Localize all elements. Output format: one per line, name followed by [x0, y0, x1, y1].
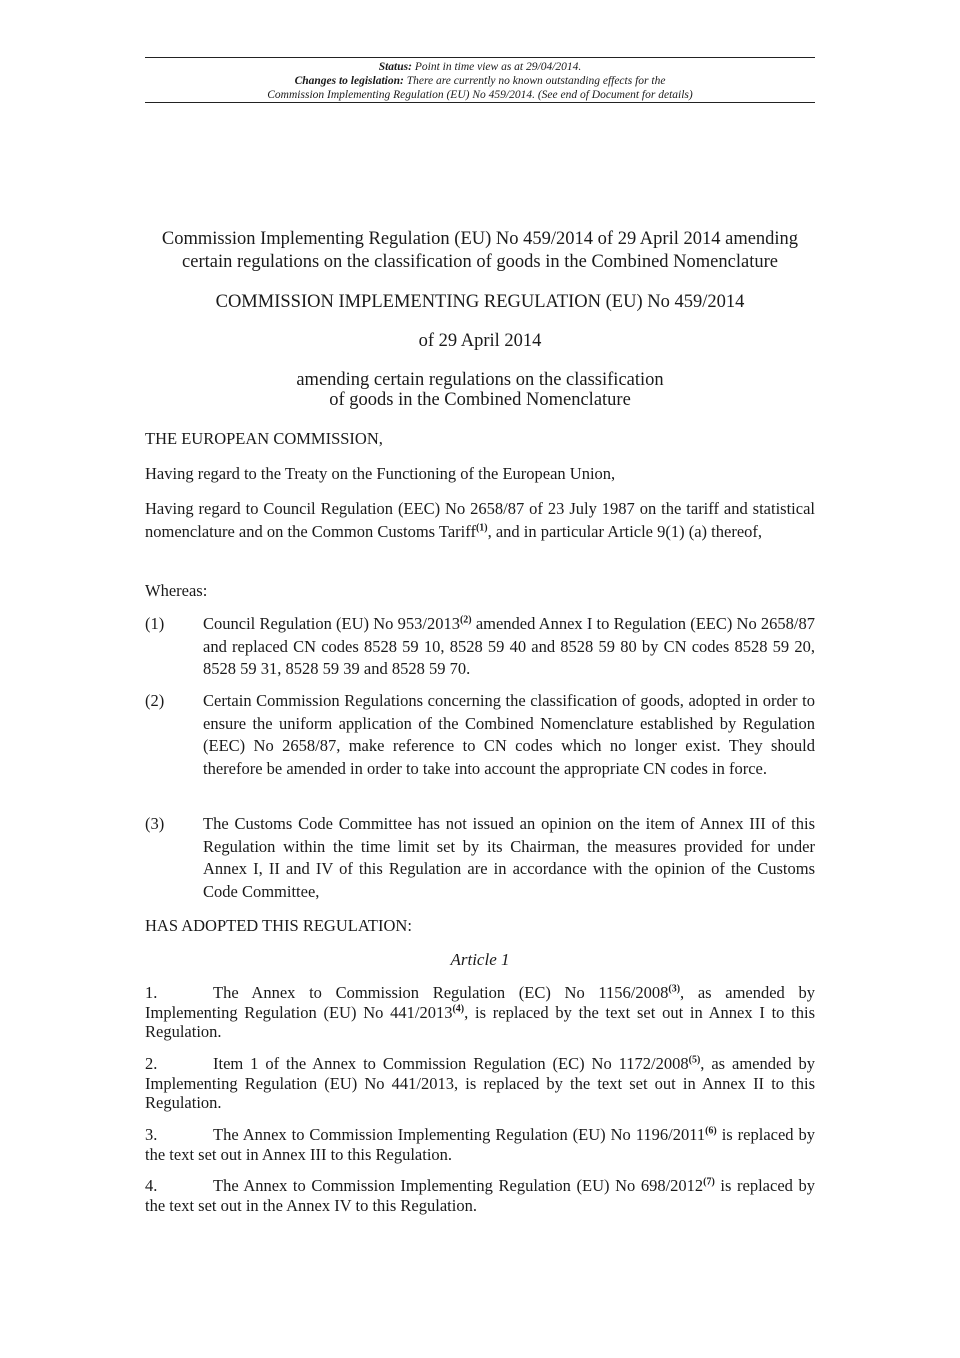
recital-2	[145, 690, 815, 780]
long-title-line-2: certain regulations on the classification of goods in the Combined Nomenclature	[182, 252, 778, 272]
regulation-subject	[145, 370, 815, 410]
recital-3	[145, 813, 815, 903]
subject-line-2: of goods in the Combined Nomenclature	[329, 390, 631, 410]
paragraph-text-a: The Annex to Commission Regulation (EC) No 1156/2008	[213, 983, 669, 1002]
paragraph-text-a: Item 1 of the Annex to Commission Regulation (EC) No 1172/2008	[213, 1054, 689, 1073]
paragraph-text-c: , is replaced by the text set out in Annex I to this Regulation.	[145, 1002, 815, 1041]
citation-2-text-b: , and in particular Article 9(1) (a) thereof,	[487, 521, 763, 541]
changes-label: Changes to legislation:	[294, 75, 404, 87]
footnote-ref-4[interactable]: (4)	[452, 1003, 465, 1014]
paragraph-text-b: , as amended by Implementing Regulation (EU) No 441/2013, is replaced by the text set out in Annex II to this Regulation.	[145, 1054, 815, 1112]
footnote-ref-3[interactable]: (3)	[668, 983, 681, 995]
changes-line	[145, 74, 815, 88]
recital-text	[203, 613, 815, 681]
paragraph-number: 1.	[145, 983, 158, 1002]
status-label: Status:	[378, 61, 412, 73]
paragraph-number: 4.	[145, 1176, 158, 1195]
citation-2	[145, 498, 815, 543]
paragraph-number: 3.	[145, 1125, 158, 1144]
regulation-heading: COMMISSION IMPLEMENTING REGULATION (EU) No 459/2014	[215, 292, 745, 312]
article-title: Article 1	[450, 950, 510, 969]
status-line	[145, 60, 815, 74]
footnote-ref-5[interactable]: (5)	[688, 1054, 701, 1066]
recital-text-b: amended Annex I to Regulation (EEC) No 2658/87 and replaced CN codes 8528 59 10, 8528 59 40 and 8528 59 80 by CN codes 8528 59 20, 8528 59 31, 8528 59 39 and 8528 59 70.	[203, 614, 815, 678]
recital-text: The Customs Code Committee has not issued an opinion on the item of Annex III of this Regulation within the time limit set by its Chairman, the measures provided for under Annex I, II and IV of this Regulation are in accordance with the opinion of the Customs Code Committee,	[203, 814, 815, 901]
status-text: Point in time view as at 29/04/2014.	[411, 61, 582, 73]
regulation-date: of 29 April 2014	[418, 331, 542, 351]
citation-2-text-a: Having regard to Council Regulation (EEC) No 2658/87 of 23 July 1987 on the tariff and statistical nomenclature and on the Common Customs Tariff	[145, 499, 815, 541]
paragraph-text-b: , as amended by Implementing Regulation (EU) No 441/2013	[145, 983, 815, 1022]
article-paragraph-4	[145, 1176, 815, 1215]
footnote-ref-1[interactable]: (1)	[475, 522, 488, 533]
long-title	[145, 228, 815, 274]
recital-number: (3)	[145, 814, 165, 833]
footnote-ref-2[interactable]: (2)	[459, 614, 472, 626]
long-title-line-1: Commission Implementing Regulation (EU) No 459/2014 of 29 April 2014 amending	[161, 229, 799, 249]
paragraph-text-b: is replaced by the text set out in Annex III to this Regulation.	[145, 1125, 815, 1164]
recital-1	[145, 613, 815, 681]
changes-text: There are currently no known outstanding effects for the	[403, 75, 666, 87]
adopted-statement: HAS ADOPTED THIS REGULATION:	[145, 916, 412, 935]
paragraph-number: 2.	[145, 1054, 158, 1073]
author: THE EUROPEAN COMMISSION,	[145, 429, 383, 448]
article-paragraph-1	[145, 983, 815, 1042]
changes-line-2: Commission Implementing Regulation (EU) No 459/2014. (See end of Document for details)	[267, 89, 693, 101]
article-paragraph-3	[145, 1125, 815, 1164]
article-paragraph-2	[145, 1054, 815, 1113]
paragraph-text-b: is replaced by the text set out in the Annex IV to this Regulation.	[145, 1176, 815, 1215]
paragraph-text-a: The Annex to Commission Implementing Regulation (EU) No 1196/2011	[213, 1125, 706, 1144]
recital-text: Certain Commission Regulations concerning the classification of goods, adopted in order to ensure the uniform application of the Combined Nomenclature established by Regulation (EEC) No 2658/87, make reference to CN codes which no longer exist. They should therefore be amended in order to take into account the appropriate CN codes in force.	[203, 691, 815, 778]
recital-number: (2)	[145, 691, 165, 710]
paragraph-text-a: The Annex to Commission Implementing Regulation (EU) No 698/2012	[213, 1176, 704, 1195]
whereas-label: Whereas:	[145, 581, 208, 600]
recital-number: (1)	[145, 614, 165, 633]
footnote-ref-6[interactable]: (6)	[705, 1125, 717, 1137]
subject-line-1: amending certain regulations on the classification	[296, 370, 664, 390]
recital-text-a: Council Regulation (EU) No 953/2013	[203, 614, 460, 633]
status-header	[145, 57, 815, 103]
footnote-ref-7[interactable]: (7)	[703, 1176, 715, 1188]
citation-1: Having regard to the Treaty on the Functioning of the European Union,	[145, 464, 616, 483]
